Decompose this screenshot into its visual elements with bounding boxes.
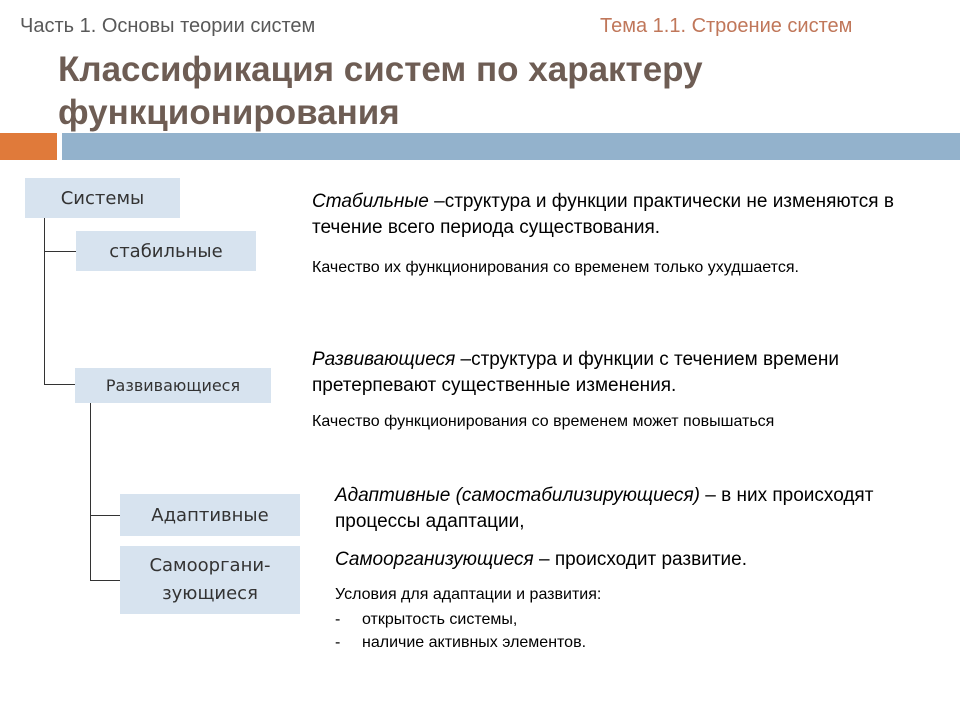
developing-definition xyxy=(312,347,912,399)
selforg-definition xyxy=(335,547,935,573)
developing-def: –структура и функции с течением времени претерпевают существенные изменения. xyxy=(312,349,839,396)
conditions-list xyxy=(335,608,586,654)
stable-def: –структура и функции практически не изменяются в течение всего периода существования. xyxy=(312,191,894,238)
tree-connector xyxy=(44,218,45,384)
node-systems: Системы xyxy=(25,178,180,218)
node-self-organizing-line2: зующиеся xyxy=(162,583,258,604)
stable-term: Стабильные xyxy=(312,191,429,212)
list-item: - открытость системы, xyxy=(335,608,586,631)
tree-connector xyxy=(90,515,120,516)
developing-term: Развивающиеся xyxy=(312,349,456,370)
node-developing: Развивающиеся xyxy=(75,368,271,403)
node-stable: стабильные xyxy=(76,231,256,271)
header-section-label: Часть 1. Основы теории систем xyxy=(20,15,316,37)
conditions-title: Условия для адаптации и развития: xyxy=(335,586,602,603)
dash-bullet: - xyxy=(335,611,341,628)
accent-bar-orange xyxy=(0,133,57,160)
developing-quality: Качество функционирования со временем может повышаться xyxy=(312,413,775,430)
tree-connector xyxy=(90,403,91,580)
list-item: - наличие активных элементов. xyxy=(335,631,586,654)
selforg-term: Самоорганизующиеся xyxy=(335,549,534,570)
adaptive-def: – в них происходят процессы адаптации, xyxy=(335,485,874,532)
slide-title: Классификация систем по характеру функционирования xyxy=(58,50,703,132)
node-self-organizing xyxy=(120,546,300,614)
adaptive-definition xyxy=(335,483,895,535)
adaptive-term: Адаптивные (самостабилизирующиеся) xyxy=(335,485,700,506)
tree-connector xyxy=(90,580,120,581)
tree-connector xyxy=(44,384,75,385)
node-adaptive: Адаптивные xyxy=(120,494,300,536)
node-self-organizing-line1: Самооргани- xyxy=(149,555,271,576)
dash-bullet: - xyxy=(335,634,341,651)
tree-connector xyxy=(44,251,76,252)
stable-definition xyxy=(312,189,922,241)
selforg-def: – происходит развитие. xyxy=(533,549,747,570)
header-topic-label: Тема 1.1. Строение систем xyxy=(600,15,853,37)
accent-bar-blue xyxy=(62,133,960,160)
stable-quality: Качество их функционирования со временем только ухудшается. xyxy=(312,259,799,276)
